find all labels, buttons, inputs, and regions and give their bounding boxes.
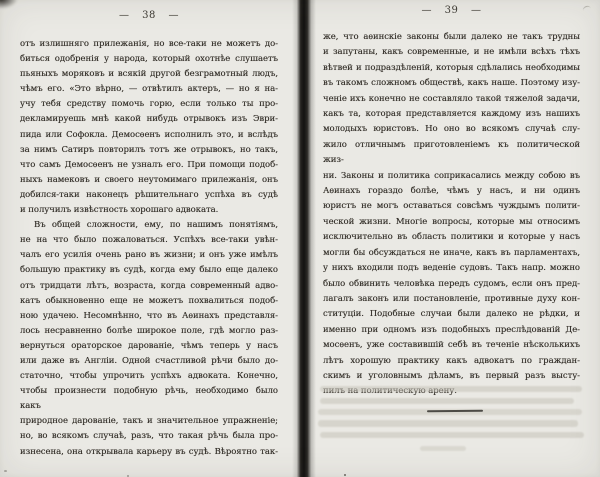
bleedthrough-text-line <box>318 420 578 427</box>
text-line: большую практику въ судѣ, когда ему было еще далеко <box>20 265 278 276</box>
text-line: могли бы обсуждаться не иначе, какъ въ парламентахъ, <box>323 247 580 258</box>
text-line: ческой жизни. Многіе вопросы, которые мы относимъ <box>323 216 580 227</box>
text-line: добился-таки наконецъ рѣшительнаго успѣха въ судѣ <box>20 189 278 200</box>
text-line: же, что аѳинскіе законы были далеко не такъ трудны <box>323 32 580 42</box>
text-line: исключительно въ область политики и которые у насъ <box>323 232 580 243</box>
left-page-text <box>20 37 278 460</box>
text-line: мосѳенъ, уже составившій себѣ въ теченіе нѣсколькихъ <box>323 340 580 351</box>
text-line: чѣмъ его. «Это вѣрно, — отвѣтилъ актеръ, — но я на- <box>20 84 278 95</box>
text-line: лось несравненно болѣе широкое поле, гдѣ могло раз- <box>20 325 278 336</box>
text-line: ституціи. Подобные случаи были далеко не рѣдки, и <box>323 309 580 320</box>
text-line: Аѳинахъ гораздо болѣе, чѣмъ у насъ, и ни одинъ <box>323 186 580 197</box>
text-line: юристъ не могъ оставаться совсѣмъ чуждымъ полити- <box>323 201 580 212</box>
text-line: декламируешь мнѣ какой нибудь отрывокъ изъ Эври- <box>20 114 278 125</box>
text-line: ченіе ихъ конечно не составляло такой тяжелой задачи, <box>323 93 580 104</box>
text-line: биться одобренія у народа, который охотнѣе слушаетъ <box>20 54 278 65</box>
text-line: ною удачею. Несомнѣнно, что въ Аѳинахъ представля- <box>20 310 278 321</box>
text-line: статочно, чтобы упрочить успѣхъ адвоката. Конечно, <box>20 371 278 382</box>
right-page-header: — 39 — <box>421 5 482 16</box>
text-line: именно при одномъ изъ подобныхъ преслѣдованій Де- <box>323 324 580 335</box>
text-line: и запутаны, какъ современные, и не имѣли всѣхъ тѣхъ <box>323 47 580 58</box>
text-line: молодыхъ юристовъ. Но оно во всякомъ случаѣ слу- <box>323 124 580 135</box>
text-line: какъ та, которая представляется каждому изъ нашихъ <box>323 109 580 120</box>
text-line: отъ тридцати лѣтъ, возраста, когда современный адво- <box>20 280 278 291</box>
text-line: отъ излишняго прилежанія, но все-таки не можетъ до- <box>20 39 278 49</box>
text-line: не на что было пожаловаться. Успѣхъ все-таки увѣн- <box>20 235 278 246</box>
text-line: лѣтъ хорошую практику какъ адвокатъ по граждан- <box>323 355 580 366</box>
page-gutter-shadow <box>292 0 316 477</box>
scan-speck <box>344 474 346 476</box>
text-line: и получилъ извѣстность хорошаго адвоката. <box>20 205 219 216</box>
text-line: въ такомъ сложномъ обществѣ, какъ наше. Поэтому изу- <box>323 78 580 89</box>
scan-mark-artifact <box>582 5 592 14</box>
text-line: вѣтвей и подраздѣленій, которыя сдѣлались необходимы <box>323 62 580 73</box>
text-line: чалъ его усилія очень рано въ жизни; и онъ уже имѣлъ <box>20 250 278 261</box>
bleedthrough-text-line <box>420 446 466 451</box>
text-line: пьяныхъ моряковъ и всякій другой безграмотный людъ, <box>20 69 278 80</box>
scan-speck <box>4 470 7 472</box>
bleedthrough-text-line <box>320 432 584 438</box>
text-line: пида или Софокла. Демосѳенъ исполнилъ это, и вслѣдъ <box>20 129 278 140</box>
right-page-text <box>323 30 580 400</box>
text-line: катъ обыкновенно еще не можетъ похвалиться подоб- <box>20 295 278 306</box>
text-line: ныхъ намековъ и своего неутомимаго прилежанія, онъ <box>20 174 278 185</box>
text-line: что самъ Демосѳенъ не узналъ его. При помощи подоб- <box>20 159 278 170</box>
text-line: чтобы произнести подобную рѣчь, необходимо было какъ <box>20 386 278 412</box>
scan-smudge-artifact <box>0 0 18 9</box>
bleedthrough-text-line <box>320 386 582 392</box>
text-line: жило отличнымъ приготовленіемъ къ политической жиз- <box>323 139 580 166</box>
text-line: изнесена, она открывала карьеру въ судѣ. Вѣроятно так- <box>20 446 278 457</box>
text-line: было обвинить человѣка передъ судомъ, если онъ пред- <box>323 278 580 289</box>
bleedthrough-text-line <box>320 398 574 404</box>
text-line: но, во всякомъ случаѣ, разъ, что такая рѣчь была про- <box>20 431 278 442</box>
text-line: природное дарованіе, такъ и значительное упражненіе; <box>20 416 278 427</box>
text-line: ни. Законы и политика соприкасались между собою въ <box>323 170 580 181</box>
text-line: Въ общей сложности, ему, по нашимъ понятіямъ, <box>34 220 278 231</box>
text-line: вернуться ораторское дарованіе, чѣмъ теперь у насъ <box>20 340 278 351</box>
text-line: за нимъ Сатиръ повторилъ тотъ же отрывокъ, но такъ, <box>20 144 278 155</box>
left-page-header: — 38 — <box>118 10 180 21</box>
text-line: или даже въ Англіи. Одной счастливой рѣчи было до- <box>20 355 278 366</box>
text-line: скимъ и уголовнымъ дѣламъ, въ первый разъ высту- <box>323 370 580 381</box>
text-line: учу тебя средству помочь горю, если только ты про- <box>20 99 278 110</box>
text-line: лагалъ законъ или постановленіе, противные духу кон- <box>323 293 580 304</box>
text-line: у нихъ входили подъ веденіе судовъ. Такъ напр. можно <box>323 263 580 274</box>
